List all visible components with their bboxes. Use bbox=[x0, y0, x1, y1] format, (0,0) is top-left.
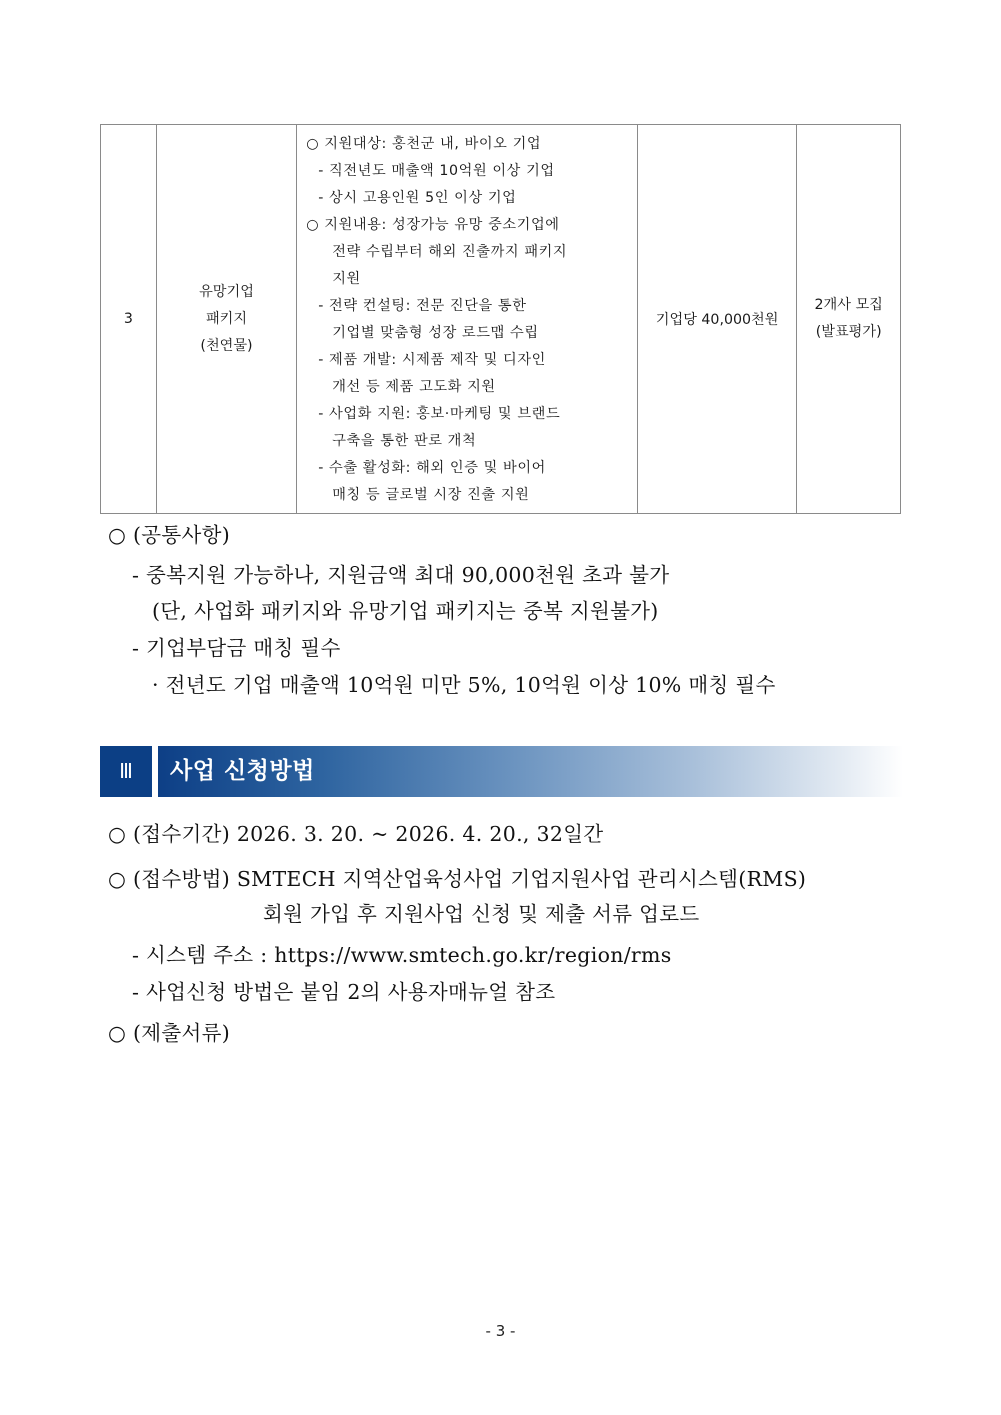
selection-line: 2개사 모집 bbox=[814, 297, 883, 313]
detail-line: 매칭 등 글로벌 시장 진출 지원 bbox=[332, 487, 530, 503]
detail-line: 전략 수립부터 해외 진출까지 패키지 bbox=[332, 244, 568, 260]
common-heading: ○ (공통사항) bbox=[108, 523, 231, 547]
detail-line: ○ 지원내용: 성장가능 유망 중소기업에 bbox=[306, 217, 560, 233]
selection-line: (발표평가) bbox=[815, 324, 882, 340]
table-row bbox=[101, 125, 901, 514]
detail-line: - 상시 고용인원 5인 이상 기업 bbox=[318, 190, 517, 206]
system-address bbox=[132, 938, 672, 968]
common-note: - 중복지원 가능하나, 지원금액 최대 90,000천원 초과 불가 bbox=[132, 563, 670, 587]
detail-line: - 사업화 지원: 홍보·마케팅 및 브랜드 bbox=[318, 406, 561, 422]
program-name-line: 패키지 bbox=[205, 310, 248, 327]
detail-line: 개선 등 제품 고도화 지원 bbox=[332, 379, 496, 395]
application-method: ○ (접수방법) SMTECH 지역산업육성사업 기업지원사업 관리시스템(RMS) bbox=[108, 867, 807, 891]
common-note: - 기업부담금 매칭 필수 bbox=[132, 636, 341, 660]
detail-line: 지원 bbox=[332, 271, 361, 287]
support-amount: 기업당 40,000천원 bbox=[637, 125, 796, 514]
detail-line: - 제품 개발: 시제품 제작 및 디자인 bbox=[318, 352, 546, 368]
program-name-line: 유망기업 bbox=[199, 283, 254, 300]
selection-method bbox=[797, 125, 901, 514]
program-name-line: (천연물) bbox=[200, 337, 253, 354]
application-period: ○ (접수기간) 2026. 3. 20. ~ 2026. 4. 20., 32일간 bbox=[108, 822, 604, 846]
section-number: Ⅲ bbox=[100, 746, 152, 797]
detail-line: 기업별 맞춤형 성장 로드맵 수립 bbox=[332, 325, 539, 341]
common-note: (단, 사업화 패키지와 유망기업 패키지는 중복 지원불가) bbox=[152, 599, 659, 623]
page-number: - 3 - bbox=[485, 1322, 516, 1340]
common-note: · 전년도 기업 매출액 10억원 미만 5%, 10억원 이상 10% 매칭 필수 bbox=[152, 673, 776, 697]
detail-line: - 수출 활성화: 해외 인증 및 바이어 bbox=[318, 460, 546, 476]
detail-line: - 직전년도 매출액 10억원 이상 기업 bbox=[318, 163, 555, 179]
detail-line: - 전략 컨설팅: 전문 진단을 통한 bbox=[318, 298, 527, 314]
detail-line: ○ 지원대상: 홍천군 내, 바이오 기업 bbox=[306, 136, 542, 152]
detail-line: 구축을 통한 판로 개척 bbox=[332, 433, 477, 449]
section-title: 사업 신청방법 bbox=[170, 758, 315, 784]
system-url-link[interactable]: https://www.smtech.go.kr/region/rms bbox=[274, 943, 672, 967]
program-name bbox=[156, 125, 296, 514]
submission-documents: ○ (제출서류) bbox=[108, 1021, 231, 1045]
row-number: 3 bbox=[101, 125, 157, 514]
program-details bbox=[297, 125, 638, 514]
application-method-cont: 회원 가입 후 지원사업 신청 및 제출 서류 업로드 bbox=[263, 902, 700, 926]
program-table bbox=[100, 124, 901, 514]
system-address-label: - 시스템 주소 : bbox=[132, 943, 275, 967]
manual-note: - 사업신청 방법은 붙임 2의 사용자매뉴얼 참조 bbox=[132, 980, 556, 1004]
